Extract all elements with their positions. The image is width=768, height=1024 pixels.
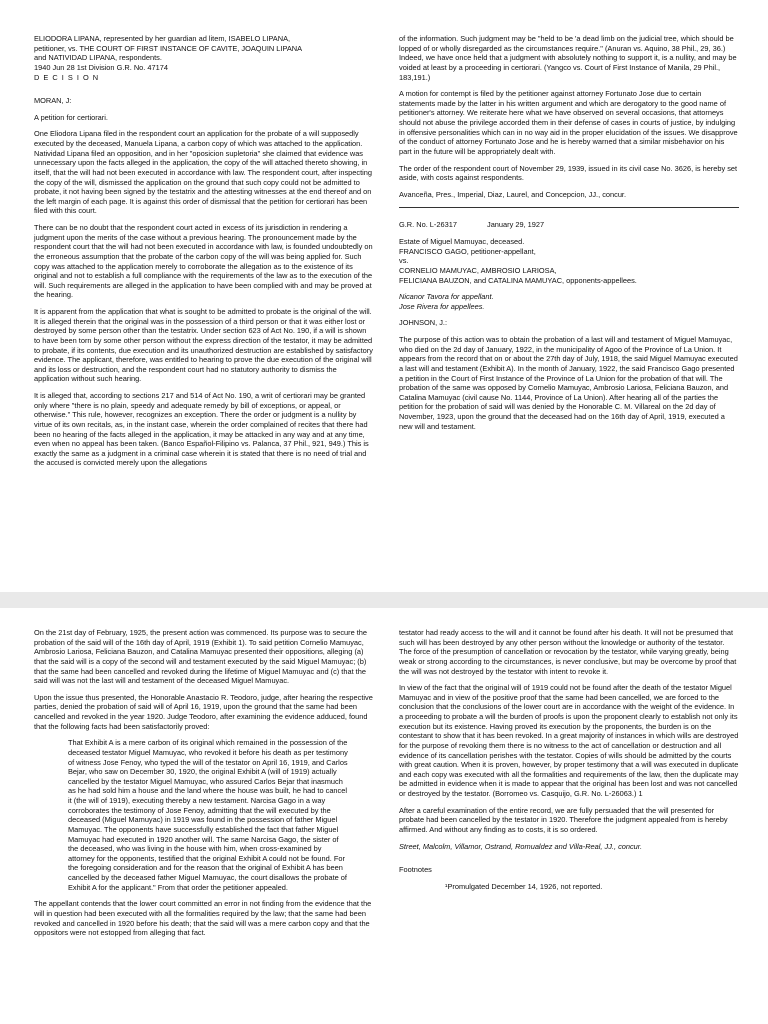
paragraph: The purpose of this action was to obtain the probation of a last will and testament of Miguel Mamuyac, who died on the 2d day of January, 1922, in the municipality of Agoo of the Province of La Union. It appears from the record that on or about the 27th day of July, 1918, the said Miguel Mamuyac executed a last will and testament (Exhibit A). In the month of January, 1922, the said Francisco Gago presented a petition in the Court of First Instance of the Province of La Union for the probation of that will. The probation of the same was opposed by Cornelio Mamuyac, Ambrosio Lariosa, Feliciana Bauzon, and Catalina Mamuyac (civil cause No. 1144, Province of La Union). After hearing all of the parties the petition for the probation of said will was denied by the Honorable C. M. Villareal on the 2d day of November, 1923, upon the ground that the deceased had on the 16th day of April, 1919, executed a new will and testament. (399, 335, 738, 431)
judge-line: JOHNSON, J.: (399, 318, 448, 328)
document-page-2 (0, 608, 768, 1024)
parties-block (399, 237, 739, 285)
paragraph: One Eliodora Lipana filed in the respondent court an application for the probate of a will supposedly executed by the deceased, Manuela Lipana, a carbon copy of which was attached to the application. Natividad Lipana filed an opposition, and in her "oposicion supletoria" she claimed that evidence was unnecessary upon the facts alleged in the application, the copy of the will attached thereto showing, in itself, that the will had not been executed in accordance with law. The respondent court, after inspecting the copy of the will, dismissed the application on the ground that such copy could not be admitted to probate, it not having been signed by the testatrix and the attesting witnesses at the end thereof and on the left margin of each page. It is against this order of dismissal that the petition for certiorari has been filed with this court. (34, 129, 372, 216)
case-caption (34, 34, 374, 82)
paragraph: It is alleged that, according to sections 217 and 514 of Act No. 190, a writ of certiorari may be granted only where "there is no plain, speedy and adequate remedy by bill of exceptions, or appeal, or otherwise." This rule, however, recognizes an exception. There the order or judgment is a nullity by virtue of its own recitals, as, in the instant case, wherein the order complained of recites that there had been no hearing of the facts alleged in the application, it may be attacked in any way and at any time, even when no appeal has been taken. (Banco Español-Filipino vs. Palanca, 37 Phil., 921, 949.) This is exactly the same as a judgment in a criminal case wherein it is stated that there is no need of trial and the accused is convicted merely upon the allegations (34, 391, 369, 468)
concurrence: Avanceña, Pres., Imperial, Diaz, Laurel, and Concepcion, JJ., concur. (399, 189, 627, 199)
caption-line: D E C I S I O N (34, 72, 100, 82)
case-number: G.R. No. L-26317 (399, 220, 457, 230)
paragraph: The order of the respondent court of November 29, 1939, issued in its civil case No. 3626, is hereby set aside, with costs against respondents. (399, 163, 738, 183)
paragraph: A petition for certiorari. (34, 112, 108, 122)
case-date: January 29, 1927 (487, 220, 545, 230)
paragraph: In view of the fact that the original will of 1919 could not be found after the death of the testator Miguel Mamuyac and in view of the positive proof that the same had been cancelled, we are forced to the conclusion that the conclusions of the lower court are in accordance with the weight of the evidence. In a proceeding to probate a will the burden of proofs is upon the proponent clearly to establish not only its execution but its existence. Having proved its execution by the proponents, the burden is on the contestant to show that it has been revoked. In a great majority of instances in which wills are destroyed for the purpose of revoking them there is no witness to the act of cancellation or destruction and all evidence of its cancellation perishes with the testator. Copies of wills should be admitted by the courts with great caution. When it is proven, however, by proper testimony that a will was executed in duplicate and each copy was executed with all the formalities and requirements of the law, then the duplicate may be admitted in evidence when it is made to appear that the original has been lost and was not cancelled or destroyed by the testator. (Borromeo vs. Casquijo, G.R. No. L-26063.) 1 (399, 683, 739, 798)
paragraph: of the information. Such judgment may be "held to be 'a dead limb on the judicial tree, which should be lopped of or wholly disregarded as the circumstances require." (Anuran vs. Aquino, 38 Phil., 29, 36.) Indeed, we have once held that a judgment with absolutely nothing to support it, is a nullity, and may be voided at least by a proceeding in certiorari. (Yangco vs. Court of First Instance of Manila, 29 Phil., 183,191.) (399, 34, 737, 82)
page2-left-column (34, 628, 374, 945)
party-line: FELICIANA BAUZON, and CATALINA MAMUYAC, opponents-appellees. (399, 275, 637, 285)
counsel-block (399, 292, 739, 311)
case-number-line (399, 220, 739, 230)
page2-right-column (399, 628, 739, 898)
block-quote: That Exhibit A is a mere carbon of its original which remained in the possession of the deceased testator Miguel Mamuyac, who revoked it before his death as per testimony of witness Jose Fenoy, who typed the will of the testator on April 16, 1919, and Carlos Bejar, who saw on December 30, 1920, the original Exhibit A (will of 1919) actually cancelled by the testator Miguel Mamuyac, who assured Carlos Bejar that inasmuch as he had sold him a house and the land where the house was built, he had to cancel it (the will of 1919), executing thereby a new testament. Narcisa Gago in a way corroborates the testimony of Jose Fenoy, admitting that the will executed by the deceased (Miguel Mamuyac) in 1919 was found in the possession of father Miguel Mamuyac. The opponents have successfully established the fact that father Miguel Mamuyac had executed in 1920 another will. The same Narcisa Gago, the sister of the deceased, who was living in the house with him, when cross-examined by attorney for the opponents, testified that the original Exhibit A could not be found. For the foregoing consideration and for the reason that the original of Exhibit A has been cancelled by the deceased father Miguel Mamuyac, the court disallows the probate of Exhibit A for the applicant." From that order the petitioner appealed. (68, 738, 348, 892)
party-line: CORNELIO MAMUYAC, AMBROSIO LARIOSA, (399, 265, 557, 275)
paragraph: It is apparent from the application that what is sought to be admitted to probate is the original of the will. It is alleged therein that the original was in the possession of a third person or that it was either lost or destroyed by some person other than the testatrix. Under section 623 of Act No. 190, if a will is shown to have been torn by some other person without the express direction of the testator, it may be admitted to probate, if its contents, due execution and its unauthorized destruction are established by satisfactory evidence. The applicant, therefore, was entitled to hearing to prove the due execution of the original will and its loss or destruction, and the respondent court had no statutory authority to dismiss the application without such hearing. (34, 307, 373, 384)
caption-line: 1940 Jun 28 1st Division G.R. No. 47174 (34, 62, 168, 72)
footnote: ¹Promulgated December 14, 1926, not reported. (445, 881, 603, 891)
paragraph: A motion for contempt is filed by the petitioner against attorney Fortunato Jose due to certain statements made by the latter in his written argument and which are derogatory to the good name of petitioner's attorney. We reiterate here what we have observed on several occasions, that attorneys should not abuse the privilege accorded them in their defense of cases in courts of justice, by indulging in offensive personalities which can in no way aid in the proper elucidation of the issues. We disapprove of the conduct of attorney Fortunato Jose and he is hereby warned that a similar misbehavior on his part in the future will be appropriately dealt with. (399, 89, 738, 156)
divider (399, 207, 739, 208)
caption-line: petitioner, vs. THE COURT OF FIRST INSTANCE OF CAVITE, JOAQUIN LIPANA (34, 43, 303, 53)
footnotes-heading: Footnotes (399, 865, 432, 875)
paragraph: The appellant contends that the lower court committed an error in not finding from the evidence that the will in question had been executed with all the formalities required by the law; that the same had been revoked and cancelled in 1920 before his death; that the said will was a mere carbon copy and that the oppositors were not estopped from alleging that fact. (34, 899, 372, 938)
page1-right-column (399, 34, 739, 438)
paragraph: After a careful examination of the entire record, we are fully persuaded that the will presented for probate had been cancelled by the testator in 1920. Therefore the judgment appealed from is hereby affirmed. And without any finding as to costs, it is so ordered. (399, 805, 728, 834)
paragraph: There can be no doubt that the respondent court acted in excess of its jurisdiction in rendering a judgment upon the merits of the case without a previous hearing. The pronouncement made by the respondent court that the will had not been executed in accordance with law, is founded undoubtedly on the erroneous assumption that the probate of the carbon copy of the will was being applied for. Such copy was attached to the application merely to corroborate the allegation as to the existence of its original and not to establish a full compliance with the requirements of the law as to the execution of the will. Such requirements are alleged in the application to have been complied with and may be proved at the hearing. (34, 223, 373, 300)
caption-line: ELIODORA LIPANA, represented by her guardian ad litem, ISABELO LIPANA, (34, 34, 291, 43)
page1-left-column (34, 34, 374, 475)
caption-line: and NATIVIDAD LIPANA, respondents. (34, 53, 162, 63)
party-line: Estate of Miguel Mamuyac, deceased. (399, 237, 525, 246)
party-line: FRANCISCO GAGO, petitioner-appellant, (399, 246, 536, 256)
paragraph: On the 21st day of February, 1925, the present action was commenced. Its purpose was to secure the probation of the said will of the 16th day of April, 1919 (Exhibit 1). To said petition Cornelio Mamuyac, Ambrosio Lariosa, Feliciana Bauzon, and Catalina Mamuyac presented their oppositions, alleging (a) that the said will is a copy of the second will and testament executed by the said Miguel Mamuyac; (b) that the same had been cancelled and revoked during the lifetime of Miguel Mamuyac and (c) that the said will was not the last will and testament of the deceased Miguel Mamuyac. (34, 628, 368, 686)
party-line: vs. (399, 256, 409, 266)
author-line: MORAN, J: (34, 96, 72, 106)
counsel-line: Jose Rivera for appellees. (399, 301, 485, 311)
paragraph: testator had ready access to the will and it cannot be found after his death. It will not be presumed that such will has been destroyed by any other person without the knowledge or authority of the testator. The force of the presumption of cancellation or revocation by the testator, while varying greatly, being weak or strong according to the circumstances, is never conclusive, but may be overcome by proof that the will was not destroyed by the testator with intent to revoke it. (399, 628, 737, 676)
counsel-line: Nicanor Tavora for appellant. (399, 292, 494, 302)
paragraph: Upon the issue thus presented, the Honorable Anastacio R. Teodoro, judge, after hearing the respective parties, denied the probation of said will of April 16, 1919, upon the ground that the same had been cancelled and revoked in the year 1920. Judge Teodoro, after examining the evidence adduced, found that the following facts had been satisfactorily proved: (34, 692, 373, 731)
concurrence: Street, Malcolm, Villamor, Ostrand, Romualdez and Villa-Real, JJ., concur. (399, 841, 643, 851)
